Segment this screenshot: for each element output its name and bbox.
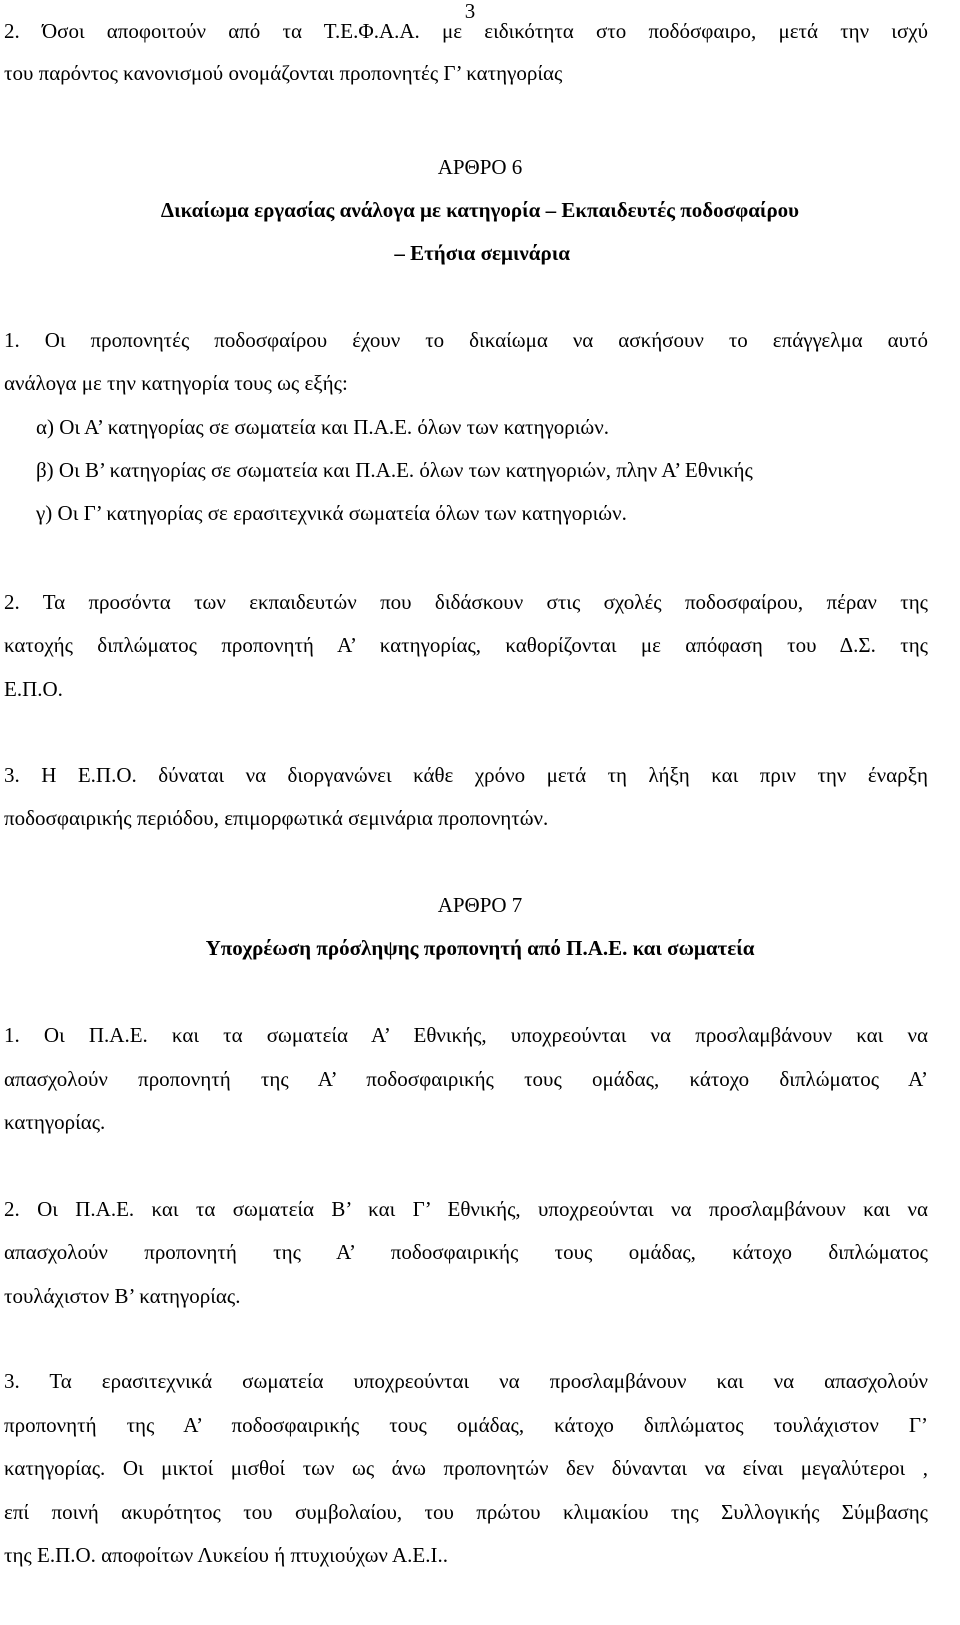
article-6-para-3-line-2: ποδοσφαιρικής περιόδου, επιμορφωτικά σεμινάρια προπονητών. bbox=[4, 806, 549, 830]
article-6-para-1-line-1: 1. Οι προπονητές ποδοσφαίρου έχουν το δικαίωμα να ασκήσουν το επάγγελμα αυτό bbox=[4, 328, 928, 352]
article-6-item-a: α) Οι Α’ κατηγορίας σε σωματεία και Π.Α.Ε. όλων των κατηγοριών. bbox=[36, 415, 609, 439]
article-6-item-b: β) Οι Β’ κατηγορίας σε σωματεία και Π.Α.Ε. όλων των κατηγοριών, πλην Α’ Εθνικής bbox=[36, 458, 753, 482]
article-6-para-1-line-2: ανάλογα με την κατηγορία τους ως εξής: bbox=[4, 371, 348, 395]
article-6-para-3-line-1: 3. Η Ε.Π.Ο. δύναται να διοργανώνει κάθε χρόνο μετά τη λήξη και πριν την έναρξη bbox=[4, 763, 928, 787]
intro-line-2: του παρόντος κανονισμού ονομάζονται προπονητές Γ’ κατηγορίας bbox=[4, 61, 563, 85]
article-7-para-3-line-1: 3. Τα ερασιτεχνικά σωματεία υποχρεούνται να προσλαμβάνουν και να απασχολούν bbox=[4, 1369, 928, 1393]
article-6-para-2-line-1: 2. Τα προσόντα των εκπαιδευτών που διδάσκουν στις σχολές ποδοσφαίρου, πέραν της bbox=[4, 590, 928, 614]
article-7-para-3-line-3: κατηγορίας. Οι μικτοί μισθοί των ως άνω προπονητών δεν δύνανται να είναι μεγαλύτεροι , bbox=[4, 1456, 928, 1480]
article-7-para-1-line-2: απασχολούν προπονητή της Α’ ποδοσφαιρικής τους ομάδας, κάτοχο διπλώματος Α’ bbox=[4, 1067, 928, 1091]
article-6-heading: ΑΡΘΡΟ 6 bbox=[437, 155, 523, 179]
article-6-title-line-1: Δικαίωμα εργασίας ανάλογα με κατηγορία – Εκπαιδευτές ποδοσφαίρου bbox=[160, 198, 800, 222]
article-7-para-2-line-1: 2. Οι Π.Α.Ε. και τα σωματεία Β’ και Γ’ Εθνικής, υποχρεούνται να προσλαμβάνουν και να bbox=[4, 1197, 928, 1221]
article-7-para-1-line-1: 1. Οι Π.Α.Ε. και τα σωματεία Α’ Εθνικής, υποχρεούνται να προσλαμβάνουν και να bbox=[4, 1023, 928, 1047]
article-7-para-3-line-2: προπονητή της Α’ ποδοσφαιρικής τους ομάδας, κάτοχο διπλώματος τουλάχιστον Γ’ bbox=[4, 1413, 928, 1437]
article-7-title: Υποχρέωση πρόσληψης προπονητή από Π.Α.Ε. και σωματεία bbox=[205, 936, 755, 960]
article-7-para-2-line-3: τουλάχιστον Β’ κατηγορίας. bbox=[4, 1284, 241, 1308]
page-number: 3 bbox=[464, 0, 476, 23]
article-7-para-2-line-2: απασχολούν προπονητή της Α’ ποδοσφαιρικής τους ομάδας, κάτοχο διπλώματος bbox=[4, 1240, 928, 1264]
article-7-para-3-line-4: επί ποινή ακυρότητος του συμβολαίου, του πρώτου κλιμακίου της Συλλογικής Σύμβασης bbox=[4, 1500, 928, 1524]
article-7-para-3-line-5: της Ε.Π.Ο. αποφοίτων Λυκείου ή πτυχιούχων Α.Ε.Ι.. bbox=[4, 1543, 448, 1567]
intro-line-1: 2. Όσοι αποφοιτούν από τα Τ.Ε.Φ.Α.Α. με ειδικότητα στο ποδόσφαιρο, μετά την ισχύ bbox=[4, 19, 928, 43]
article-6-para-2-line-3: Ε.Π.Ο. bbox=[4, 677, 63, 701]
article-7-para-1-line-3: κατηγορίας. bbox=[4, 1110, 106, 1134]
article-6-title-line-2: – Ετήσια σεμινάρια bbox=[394, 241, 570, 265]
article-6-para-2-line-2: κατοχής διπλώματος προπονητή Α’ κατηγορίας, καθορίζονται με απόφαση του Δ.Σ. της bbox=[4, 633, 928, 657]
article-6-item-c: γ) Οι Γ’ κατηγορίας σε ερασιτεχνικά σωματεία όλων των κατηγοριών. bbox=[36, 501, 627, 525]
article-7-heading: ΑΡΘΡΟ 7 bbox=[437, 893, 523, 917]
